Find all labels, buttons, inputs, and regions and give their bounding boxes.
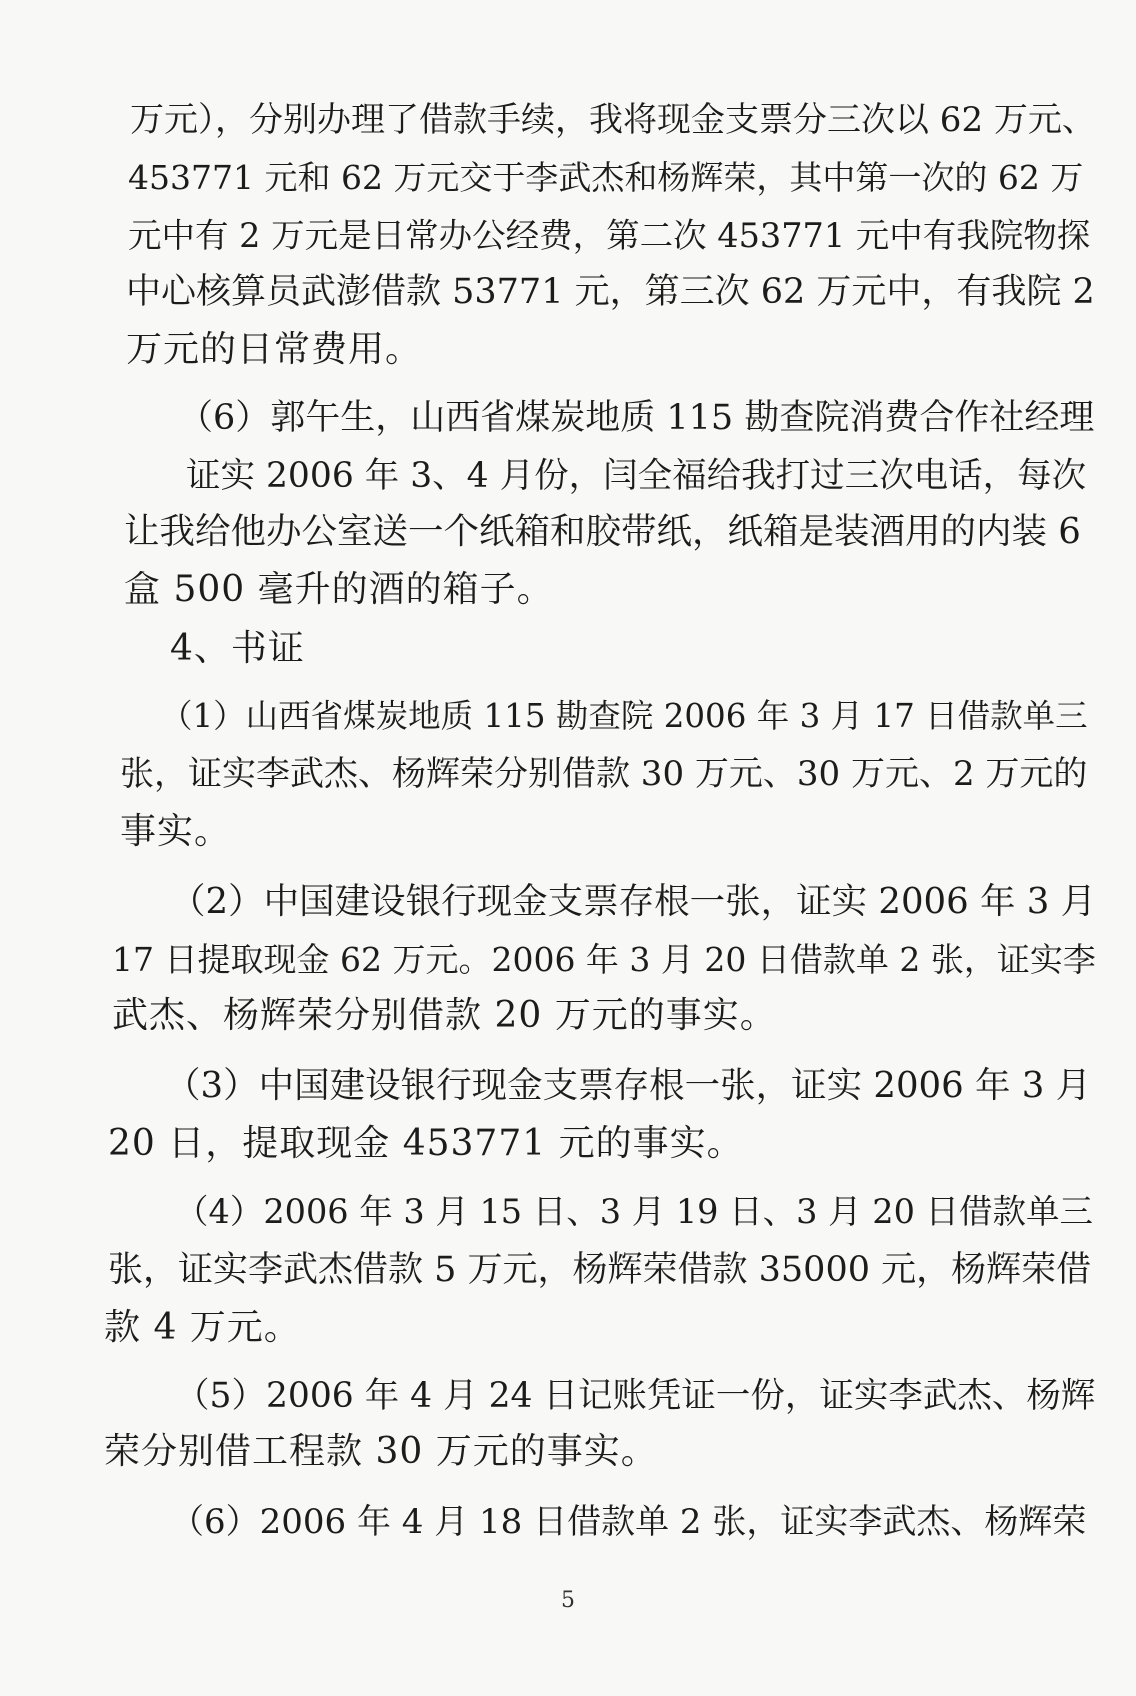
text-line: 款 4 万元。 bbox=[104, 1307, 301, 1348]
text-line: 20 日，提取现金 453771 元的事实。 bbox=[108, 1123, 744, 1164]
text-line: 让我给他办公室送一个纸箱和胶带纸，纸箱是装酒用的内装 6 bbox=[124, 511, 1081, 552]
section-heading: 4、书证 bbox=[170, 628, 305, 669]
text-line: 张，证实李武杰、杨辉荣分别借款 30 万元、30 万元、2 万元的 bbox=[120, 754, 1088, 794]
text-line: 元中有 2 万元是日常办公经费，第二次 453771 元中有我院物探 bbox=[128, 216, 1091, 255]
text-line: 盒 500 毫升的酒的箱子。 bbox=[124, 569, 554, 610]
text-line: （6）郭午生，山西省煤炭地质 115 勘查院消费合作社经理 bbox=[178, 398, 1095, 438]
text-line: 证实 2006 年 3、4 月份，闫全福给我打过三次电话，每次 bbox=[186, 456, 1087, 496]
text-line: （3）中国建设银行现金支票存根一张，证实 2006 年 3 月 bbox=[165, 1065, 1092, 1106]
text-line: 中心核算员武澎借款 53771 元，第三次 62 万元中，有我院 2 bbox=[126, 272, 1095, 312]
text-line: （5）2006 年 4 月 24 日记账凭证一份，证实李武杰、杨辉 bbox=[175, 1376, 1096, 1416]
page-number: 5 bbox=[561, 1588, 575, 1613]
text-line: 事实。 bbox=[120, 811, 232, 852]
text-line: 荣分别借工程款 30 万元的事实。 bbox=[104, 1431, 658, 1472]
text-line: 张，证实李武杰借款 5 万元，杨辉荣借款 35000 元，杨辉荣借 bbox=[108, 1250, 1092, 1290]
text-line: 武杰、杨辉荣分别借款 20 万元的事实。 bbox=[112, 995, 777, 1036]
text-line: （2）中国建设银行现金支票存根一张，证实 2006 年 3 月 bbox=[170, 881, 1097, 922]
text-line: 万元的日常费用。 bbox=[126, 329, 423, 370]
text-line: （1）山西省煤炭地质 115 勘查院 2006 年 3 月 17 日借款单三 bbox=[160, 697, 1088, 735]
text-line: 453771 元和 62 万元交于李武杰和杨辉荣，其中第一次的 62 万 bbox=[128, 158, 1084, 197]
text-line: （4）2006 年 3 月 15 日、3 月 19 日、3 月 20 日借款单三 bbox=[175, 1192, 1094, 1231]
text-line: （6）2006 年 4 月 18 日借款单 2 张，证实李武杰、杨辉荣 bbox=[170, 1502, 1087, 1542]
text-line: 万元），分别办理了借款手续，我将现金支票分三次以 62 万元、 bbox=[130, 100, 1096, 140]
text-line: 17 日提取现金 62 万元。2006 年 3 月 20 日借款单 2 张，证实李 bbox=[112, 940, 1096, 979]
